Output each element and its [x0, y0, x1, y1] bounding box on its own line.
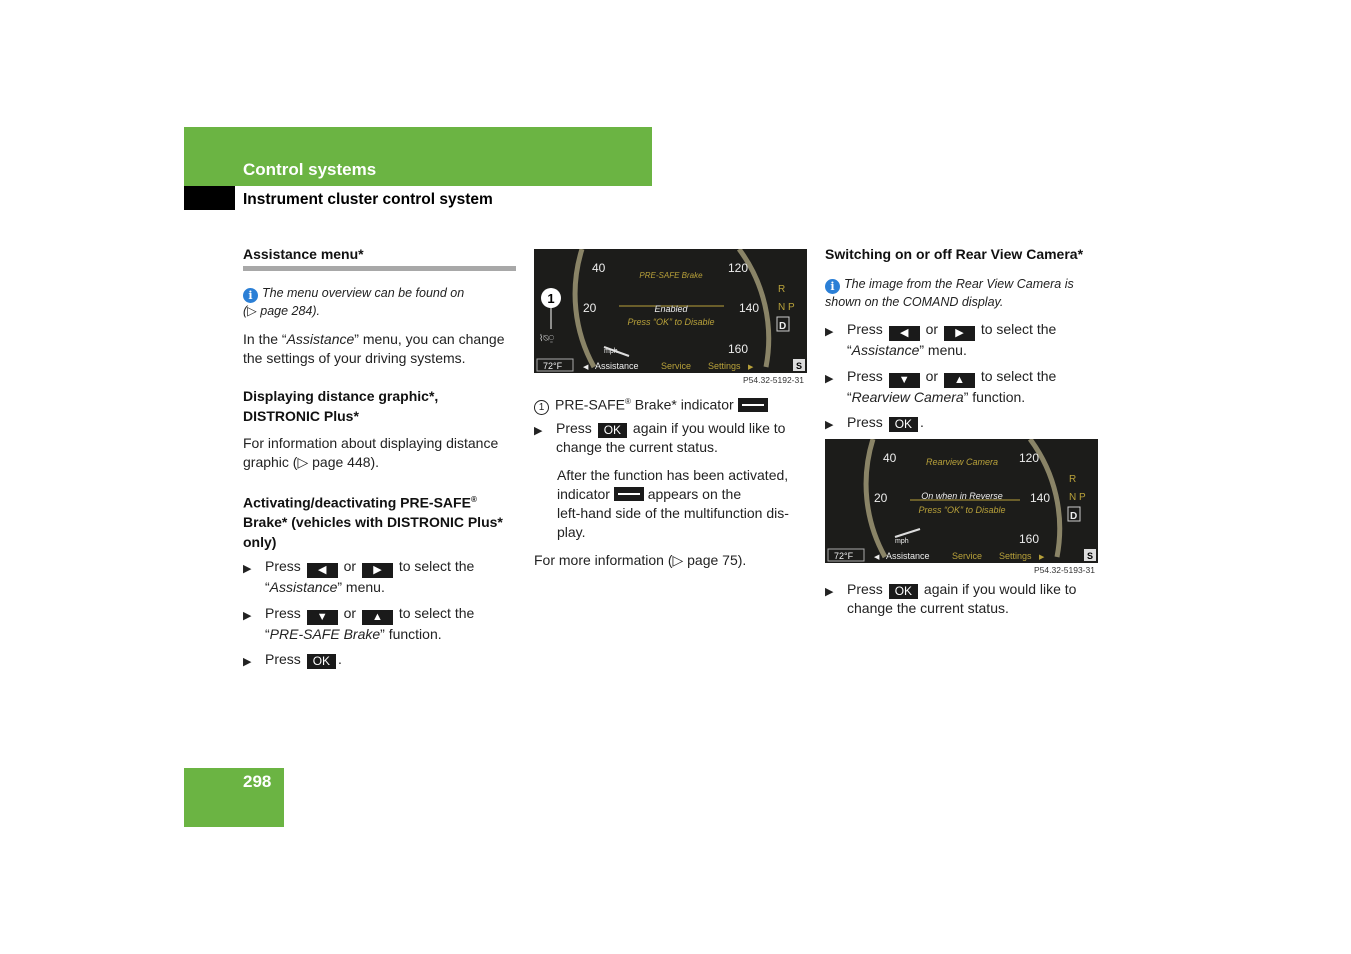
after-activation-paragraph: After the function has been activated, indicator appears on the left-hand side of the multifunction dis- play. [557, 467, 789, 540]
rearview-cluster-display [825, 439, 1098, 563]
outside-temp: 72°F [834, 551, 854, 561]
speed-40: 40 [592, 261, 606, 275]
bullet-icon: ▶ [534, 425, 543, 437]
step-press-ok-again: ▶ Press OK again if you would like to change the current status. [825, 581, 1077, 616]
menu-assistance: Assistance [886, 551, 930, 561]
speed-140: 140 [739, 301, 760, 315]
display-s: S [1087, 551, 1094, 561]
display-title: PRE-SAFE Brake [639, 271, 703, 280]
gear-r: R [778, 284, 786, 295]
info-icon: i [243, 288, 258, 303]
legend-number: 1 [534, 400, 549, 415]
menu-service: Service [952, 551, 983, 561]
down-arrow-key-icon: ▼ [307, 610, 338, 625]
display-mph: mph [604, 348, 618, 355]
step-select-assistance: ▶ Press ◀ or ▶ to select the “Assistance” menu. [243, 558, 475, 595]
ok-key-icon: OK [889, 417, 918, 432]
gear-np: N P [1069, 492, 1086, 503]
bullet-icon: ▶ [243, 563, 252, 575]
image-caption: P54.32-5192-31 [743, 375, 804, 385]
presafe-brake-icon [614, 487, 644, 501]
note-line: (▷ page 284). [243, 304, 321, 318]
info-note: i The image from the Rear View Camera is shown on the COMAND display. [825, 277, 1074, 309]
speed-20: 20 [874, 491, 888, 505]
speed-140: 140 [1030, 491, 1051, 505]
gear-r: R [1069, 474, 1077, 485]
speed-120: 120 [728, 261, 749, 275]
menu-left-arrow-icon: ◀ [874, 553, 880, 561]
ok-key-icon: OK [307, 654, 336, 669]
step-select-presafe: ▶ Press ▼ or ▲ to select the “PRE-SAFE Brake” function. [243, 605, 475, 642]
section-title: Control systems [243, 160, 377, 179]
ok-key-icon: OK [889, 584, 918, 599]
menu-settings: Settings [999, 551, 1032, 561]
presafe-cluster-display [534, 249, 807, 373]
bullet-icon: ▶ [825, 419, 834, 431]
note-line: The menu overview can be found on [262, 286, 465, 300]
header-marker [184, 186, 235, 210]
step-select-rearview: ▶ Press ▼ or ▲ to select the “Rearview Camera” function. [825, 368, 1057, 405]
bullet-icon: ▶ [825, 586, 834, 598]
subsection-title: Instrument cluster control system [243, 191, 493, 208]
left-arrow-key-icon: ◀ [889, 326, 920, 341]
speed-160: 160 [1019, 532, 1040, 546]
menu-settings: Settings [708, 361, 741, 371]
more-info-paragraph: For more information (▷ page 75). [534, 552, 747, 568]
gear-d: D [779, 321, 787, 332]
left-arrow-key-icon: ◀ [307, 563, 338, 578]
info-icon: i [825, 279, 840, 294]
up-arrow-key-icon: ▲ [362, 610, 393, 625]
outside-temp: 72°F [543, 361, 563, 371]
menu-assistance: Assistance [595, 361, 639, 371]
display-title: Rearview Camera [925, 457, 999, 467]
menu-service: Service [661, 361, 692, 371]
menu-left-arrow-icon: ◀ [583, 363, 589, 371]
display-instruction: Press “OK” to Disable [918, 505, 1006, 515]
bullet-icon: ▶ [243, 656, 252, 668]
display-status: Enabled [654, 304, 688, 314]
bullet-icon: ▶ [825, 373, 834, 385]
indicator-legend: 1 PRE-SAFE® Brake* indicator [534, 392, 814, 415]
heading-rule [243, 266, 516, 271]
right-arrow-key-icon: ▶ [944, 326, 975, 341]
speed-40: 40 [883, 451, 897, 465]
down-arrow-key-icon: ▼ [889, 373, 920, 388]
up-arrow-key-icon: ▲ [944, 373, 975, 388]
menu-right-arrow-icon: ▶ [1039, 553, 1045, 561]
step-press-ok: ▶ Press OK . [243, 650, 528, 670]
distance-info-paragraph: For information about displaying distance graphic (▷ page 448). [243, 435, 499, 470]
step-select-assistance: ▶ Press ◀ or ▶ to select the “Assistance” menu. [825, 321, 1057, 358]
distance-graphic-heading: Displaying distance graphic*, DISTRONIC Plus* [243, 388, 439, 424]
gear-np: N P [778, 302, 795, 313]
presafe-brake-icon [738, 398, 768, 412]
gear-d: D [1070, 511, 1078, 522]
display-mph: mph [895, 538, 909, 545]
display-status: On when in Reverse [921, 491, 1003, 501]
step-press-ok-again: ▶ Press OK again if you would like to change the current status. [534, 420, 786, 455]
speed-120: 120 [1019, 451, 1040, 465]
callout-number: 1 [547, 291, 555, 306]
presafe-heading: Activating/deactivating PRE-SAFE® Brake* (vehicles with DISTRONIC Plus* only) [243, 494, 503, 550]
rear-camera-heading: Switching on or off Rear View Camera* [825, 246, 1084, 262]
step-press-ok: ▶ Press OK . [825, 413, 1115, 433]
page-number: 298 [243, 772, 272, 791]
info-note [243, 285, 523, 320]
image-caption: P54.32-5193-31 [1034, 565, 1095, 575]
intro-paragraph: In the “Assistance” menu, you can change the settings of your driving systems. [243, 331, 505, 366]
assistance-menu-heading: Assistance menu* [243, 246, 364, 262]
display-instruction: Press “OK” to Disable [627, 317, 715, 327]
presafe-indicator-icon: ⌇⍉⍜ [539, 334, 555, 344]
bullet-icon: ▶ [243, 610, 252, 622]
menu-right-arrow-icon: ▶ [748, 363, 754, 371]
display-s: S [796, 361, 803, 371]
speed-160: 160 [728, 342, 749, 356]
bullet-icon: ▶ [825, 326, 834, 338]
speed-20: 20 [583, 301, 597, 315]
right-arrow-key-icon: ▶ [362, 563, 393, 578]
ok-key-icon: OK [598, 423, 627, 438]
